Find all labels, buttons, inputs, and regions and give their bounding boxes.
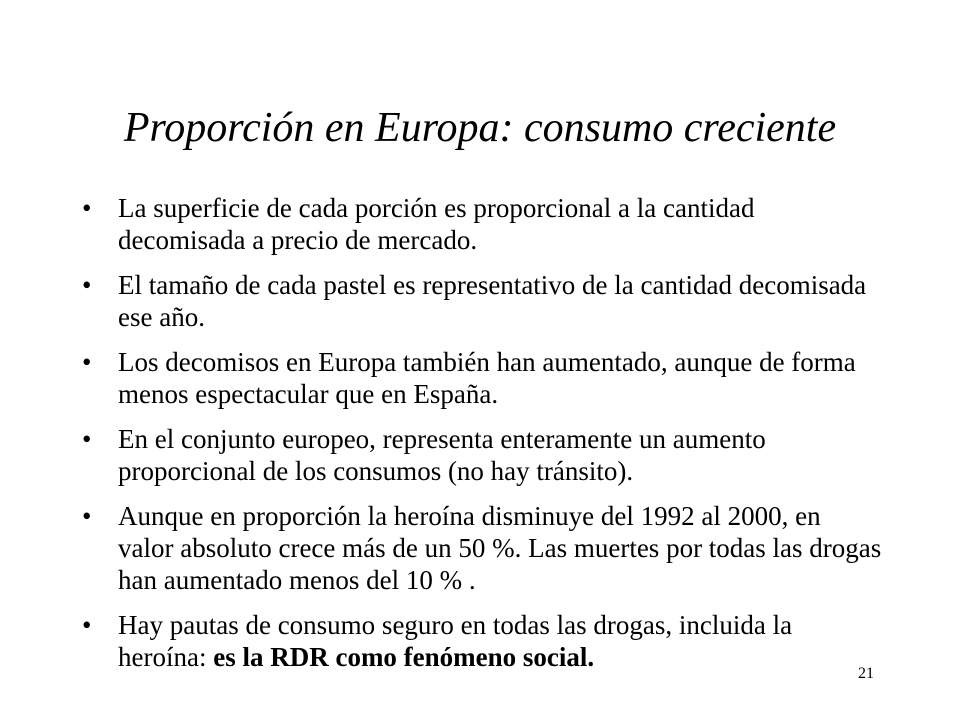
bullet-text: Los decomisos en Europa también han aumentado, aunque de forma menos espectacular que en España. <box>118 347 856 409</box>
bullet-text: La superficie de cada porción es proporcional a la cantidad decomisada a precio de mercado. <box>118 193 755 255</box>
bullet-item <box>82 346 882 410</box>
bullet-list <box>82 192 882 686</box>
bullet-bold-text: es la RDR como fenómeno social. <box>213 642 595 672</box>
bullet-dot-icon: • <box>82 424 92 454</box>
bullet-text: El tamaño de cada pastel es representativo de la cantidad decomisada ese año. <box>118 270 867 332</box>
bullet-item <box>82 609 882 673</box>
bullet-item <box>82 192 882 256</box>
bullet-dot-icon: • <box>82 193 92 223</box>
slide-title: Proporción en Europa: consumo creciente <box>123 105 837 151</box>
bullet-text: Hay pautas de consumo seguro en todas las drogas, incluida la heroína: <box>118 610 793 672</box>
bullet-item <box>82 500 882 596</box>
bullet-dot-icon: • <box>82 270 92 300</box>
bullet-dot-icon: • <box>82 610 92 640</box>
page-number: 21 <box>858 665 874 682</box>
bullet-dot-icon: • <box>82 501 92 531</box>
bullet-dot-icon: • <box>82 347 92 377</box>
bullet-text: En el conjunto europeo, representa enteramente un aumento proporcional de los consumos (no hay tránsito). <box>118 424 766 486</box>
bullet-text: Aunque en proporción la heroína disminuye del 1992 al 2000, en valor absoluto crece más de un 50 %. Las muertes por todas las drogas han aumentado menos del 10 % . <box>118 501 882 595</box>
bullet-item <box>82 269 882 333</box>
bullet-item <box>82 423 882 487</box>
